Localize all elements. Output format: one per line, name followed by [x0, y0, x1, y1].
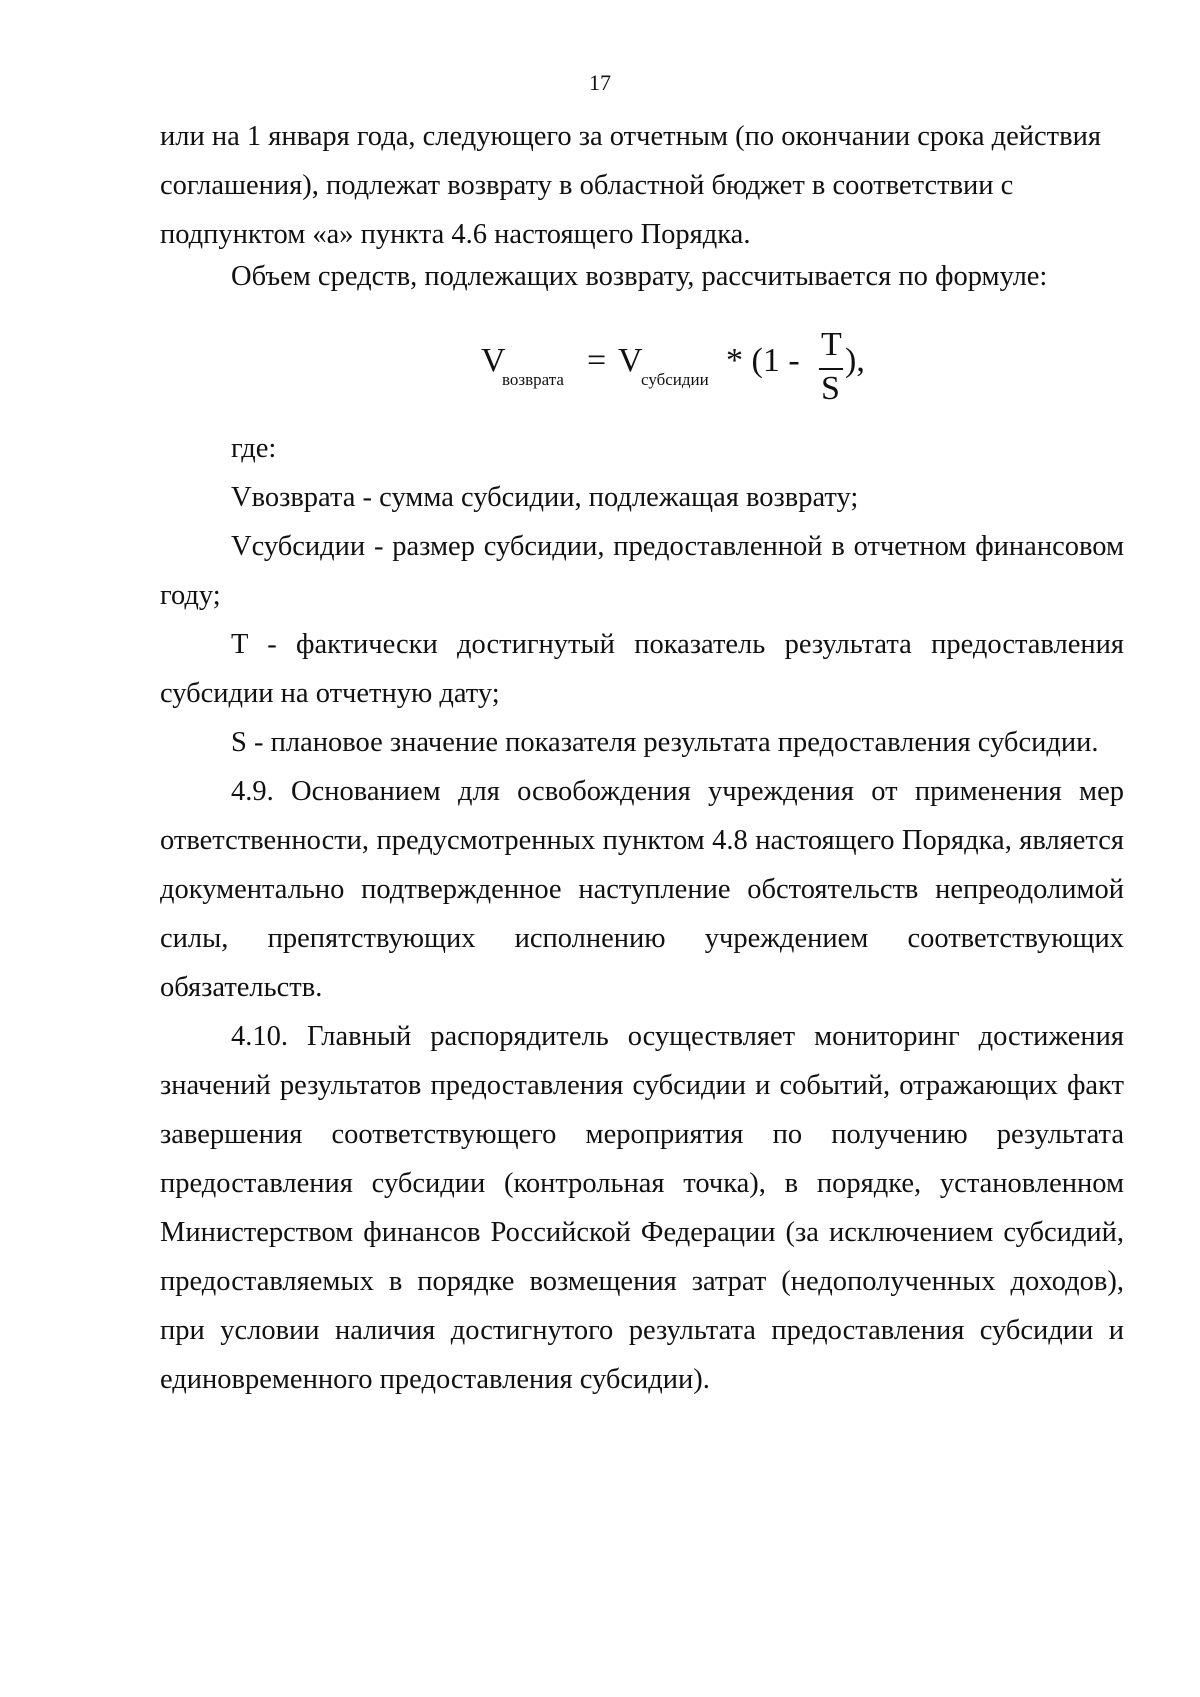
formula-v-right-subscript: субсидии — [641, 370, 709, 389]
definition-item: T - фактически достигнутый показатель результата предоставления субсидии на отчетную дату; — [160, 629, 1124, 709]
text-line: подпунктом «а» пункта 4.6 настоящего Порядка. — [160, 219, 751, 250]
clause-4-10: 4.10. Главный распорядитель осуществляет мониторинг достижения значений результатов предоставления субсидии и событий, отражающих факт завершения соответствующего мероприятия по получению результата предоставления субсидии (контрольная точка), в порядке, установленном Министерством финансов Российской Федерации (за исключением субсидий, предоставляемых в порядке возмещения затрат (недополученных доходов), при условии наличия достигнутого результата предоставления субсидии и единовременного предоставления субсидии). — [160, 1021, 1124, 1395]
definitions — [160, 424, 1124, 767]
text-line: Объем средств, подлежащих возврату, рассчитывается по формуле: — [231, 261, 1048, 292]
page-number: 17 — [589, 70, 611, 95]
formula-operator: * (1 - — [726, 342, 800, 379]
definition-item: Vсубсидии - размер субсидии, предоставленной в отчетном финансовом году; — [160, 531, 1124, 611]
clause-4-9: 4.9. Основанием для освобождения учреждения от применения мер ответственности, предусмотренных пунктом 4.8 настоящего Порядка, является документально подтвержденное наступление обстоятельств непреодолимой силы, препятствующих исполнению учреждением соответствующих обязательств. — [160, 776, 1124, 1003]
clauses — [160, 767, 1124, 1404]
formula-numerator: T — [821, 326, 842, 363]
formula-intro — [160, 252, 1124, 301]
definitions-intro: где: — [231, 433, 277, 464]
formula-v-right: V — [618, 342, 643, 379]
formula-denominator: S — [821, 370, 840, 407]
paragraph-continuation — [160, 112, 1124, 259]
text-line: или на 1 января года, следующего за отчетным (по окончании срока действия — [160, 121, 1101, 152]
formula-v-left-subscript: возврата — [502, 370, 564, 389]
definition-item: Vвозврата - сумма субсидии, подлежащая возврату; — [231, 482, 859, 513]
definition-item: S - плановое значение показателя результата предоставления субсидии. — [231, 727, 1099, 758]
text-line: соглашения), подлежат возврату в областной бюджет в соответствии с — [160, 170, 1014, 201]
formula-v-left: V — [481, 342, 506, 379]
formula-equals: = — [587, 342, 607, 379]
formula-closing: ), — [845, 342, 865, 379]
